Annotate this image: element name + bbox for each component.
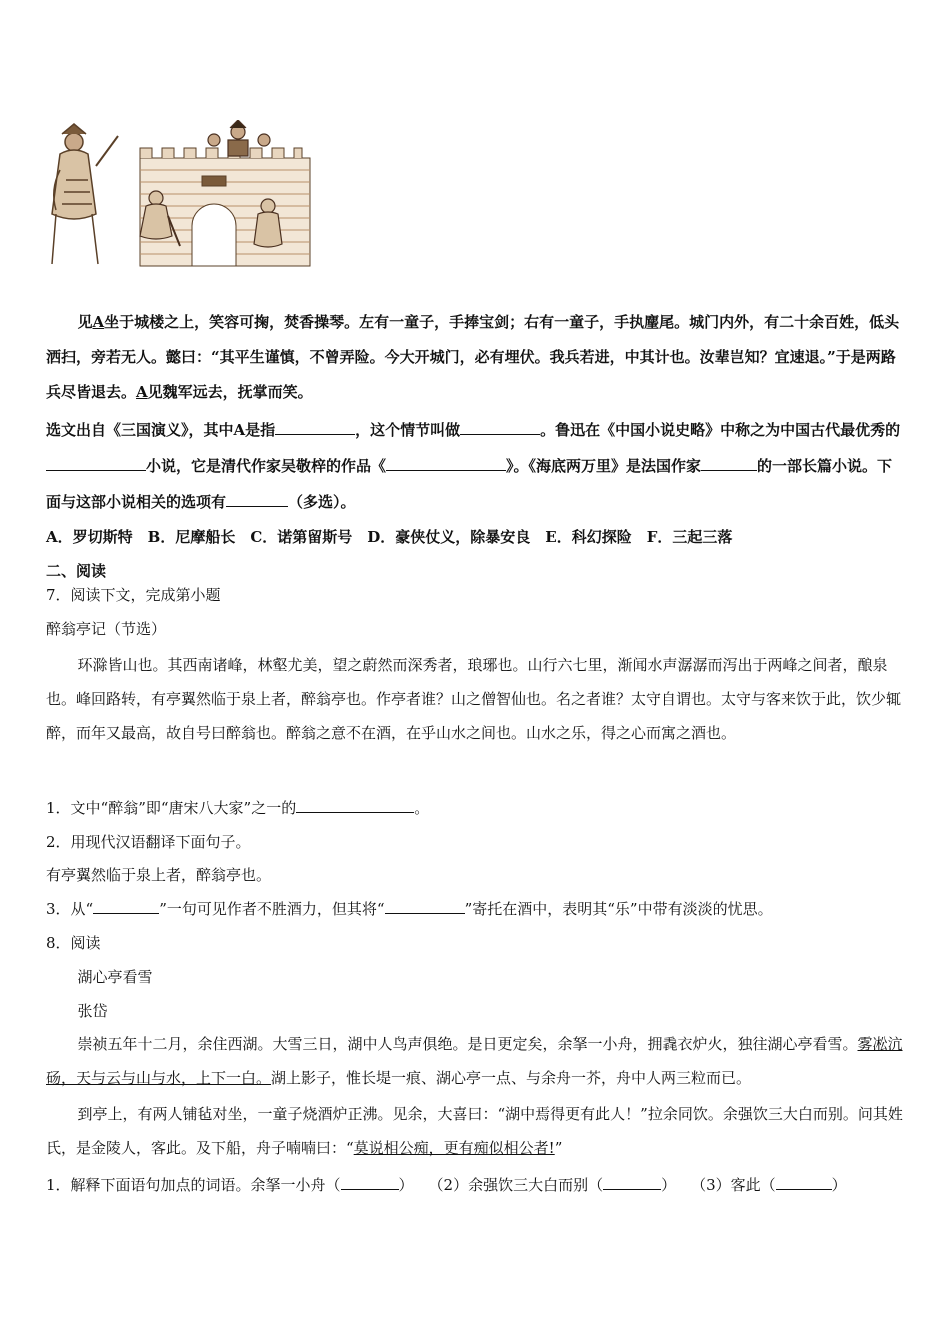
passage-excerpt	[46, 305, 906, 410]
question-7-intro: 7．阅读下文，完成第小题	[46, 586, 221, 604]
empty-fort-strategy-illustration	[42, 120, 317, 270]
question-text: 选文出自《三国演义》，其中A是指	[46, 421, 276, 439]
question-6	[46, 412, 906, 520]
question-text: 。	[414, 799, 430, 817]
answer-blank[interactable]	[341, 1174, 399, 1190]
question-text: ） （3）客此（	[661, 1176, 776, 1194]
underlined-sentence: 雾凇沆砀，天与云与山与水，上下一白。	[46, 1035, 903, 1087]
question-text: 的一部长篇小说。下面与这部小说相关的选项有	[46, 457, 893, 511]
answer-blank[interactable]	[46, 455, 146, 471]
answer-blank[interactable]	[460, 419, 540, 435]
answer-blank[interactable]	[776, 1174, 832, 1190]
answer-blank[interactable]	[226, 491, 288, 507]
question-6-options: A．罗切斯特 B．尼摩船长 C．诺第留斯号 D．豪侠仗义，除暴安良 E．科幻探险 F．三起三落	[46, 528, 733, 546]
passage-text: 坐于城楼之上，笑容可掬，焚香操琴。左有一童子，手捧宝剑；右有一童子，手执麈尾。城门内外，有二十余百姓，低头洒扫，旁若无人。懿曰：“其平生谨慎，不曾弄险。今大开城门，必有埋伏。我兵若进，中其计也。汝辈岂知？宜速退。”于是两路兵尽皆退去。	[46, 313, 900, 401]
passage-text: 湖上影子，惟长堤一痕、湖心亭一点、与余舟一芥，舟中人两三粒而已。	[271, 1069, 752, 1087]
answer-blank[interactable]	[603, 1174, 661, 1190]
passage-title: 湖心亭看雪	[77, 968, 153, 986]
answer-blank[interactable]	[385, 898, 465, 914]
question-text: ） （2）余强饮三大白而别（	[398, 1176, 604, 1194]
question-text: ”寄托在酒中，表明其“乐”中带有淡淡的忧思。	[464, 900, 773, 918]
question-text: 3．从“	[46, 900, 94, 918]
passage-author: 张岱	[77, 1002, 108, 1020]
marker-a: A	[92, 313, 105, 331]
passage-text: 见	[77, 313, 93, 331]
marker-a: A	[136, 383, 148, 401]
question-text: ）	[831, 1176, 847, 1194]
answer-blank[interactable]	[701, 455, 757, 471]
huxinting-para-1	[46, 1027, 906, 1095]
passage-text: 到亭上，有两人铺毡对坐，一童子烧酒炉正沸。见余，大喜曰：“湖中焉得更有此人！”拉余同饮。余强饮三大白而别。问其姓氏，是金陵人，客此。及下船，舟子喃喃曰：“	[46, 1105, 903, 1157]
question-text: 》。《海底两万里》是法国作家	[506, 457, 702, 475]
q7-sub2-sentence: 有亭翼然临于泉上者，醉翁亭也。	[46, 866, 272, 884]
question-8-intro: 8．阅读	[46, 934, 101, 952]
answer-blank[interactable]	[296, 797, 414, 813]
section-title: 二、阅读	[46, 562, 107, 580]
huxinting-para-2	[46, 1097, 906, 1165]
passage-title: 醉翁亭记（节选）	[46, 620, 167, 638]
passage-text: 崇祯五年十二月，余住西湖。大雪三日，湖中人鸟声俱绝。是日更定矣，余拏一小舟，拥毳衣炉火，独往湖心亭看雪。	[77, 1035, 858, 1053]
underlined-sentence: 莫说相公痴，更有痴似相公者!	[353, 1139, 555, 1157]
answer-blank[interactable]	[275, 419, 355, 435]
question-text: 。鲁迅在《中国小说史略》中称之为中国古代最优秀的	[540, 421, 901, 439]
question-text: （多选）。	[288, 493, 356, 511]
passage-text: ”	[554, 1139, 563, 1157]
q7-sub1	[46, 791, 906, 825]
question-text: ，这个情节叫做	[355, 421, 461, 439]
question-text: 1．解释下面语句加点的词语。余拏一小舟（	[46, 1176, 341, 1194]
q7-sub2: 2．用现代汉语翻译下面句子。	[46, 833, 251, 851]
q8-sub1	[46, 1167, 906, 1203]
answer-blank[interactable]	[93, 898, 159, 914]
passage-text: 见魏军远去，抚掌而笑。	[147, 383, 313, 401]
q7-sub3	[46, 892, 906, 926]
general-figure-icon	[52, 124, 118, 264]
question-text: 1．文中“醉翁”即“唐宋八大家”之一的	[46, 799, 297, 817]
answer-blank[interactable]	[386, 455, 506, 471]
zuiwengting-passage: 环滁皆山也。其西南诸峰，林壑尤美，望之蔚然而深秀者，琅琊也。山行六七里，渐闻水声潺潺而泻出于两峰之间者，酿泉也。峰回路转，有亭翼然临于泉上者，醉翁亭也。作亭者谁？山之僧智仙也。名之者谁？太守自谓也。太守与客来饮于此，饮少辄醉，而年又最高，故自号曰醉翁也。醉翁之意不在酒，在乎山水之间也。山水之乐，得之心而寓之酒也。	[46, 656, 902, 742]
question-text: 小说，它是清代作家吴敬梓的作品《	[146, 457, 387, 475]
question-text: ”一句可见作者不胜酒力，但其将“	[159, 900, 385, 918]
